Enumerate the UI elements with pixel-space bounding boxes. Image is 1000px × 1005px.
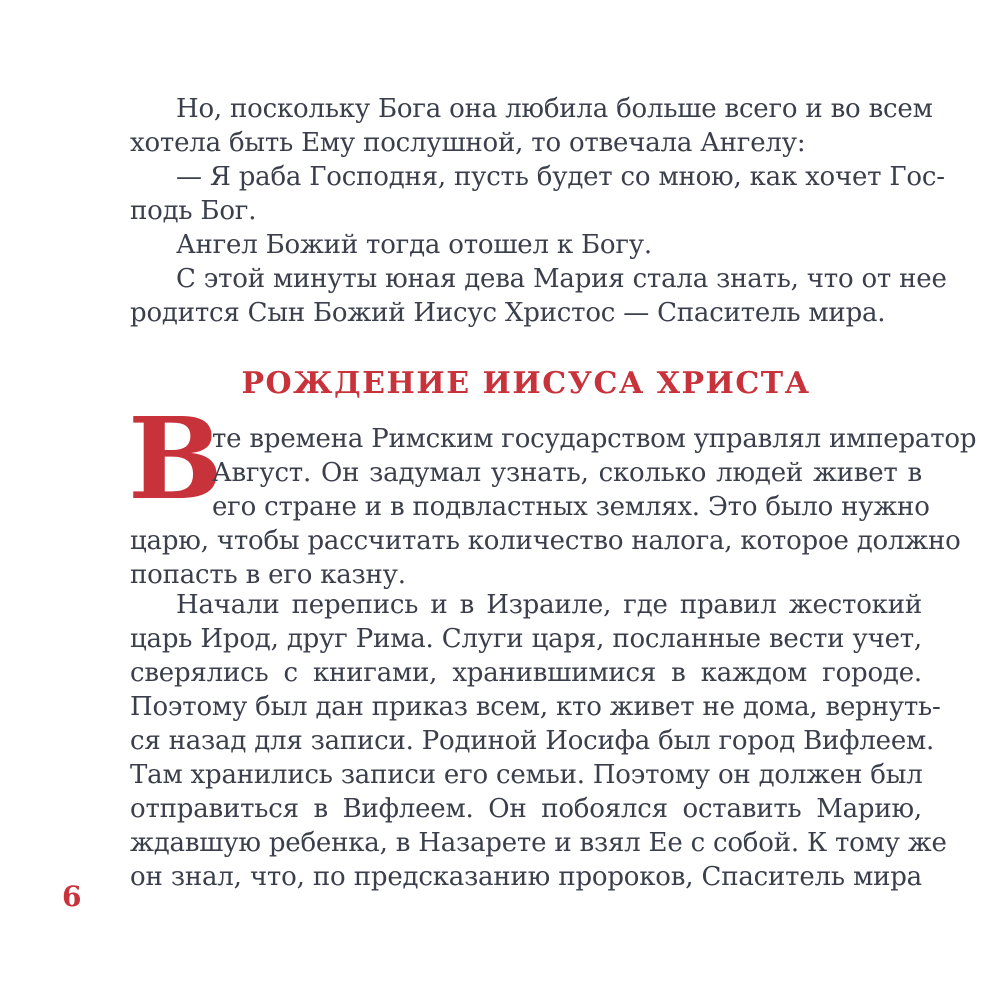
text-line: царь Ирод, друг Рима. Слуги царя, посланные вести учет, [130,624,922,654]
text-line: его стране и в подвластных землях. Это было нужно [212,492,930,522]
text-line: попасть в его казну. [130,560,406,590]
text-line: родится Сын Божий Иисус Христос — Спаситель мира. [130,298,886,328]
text-line: Там хранились записи его семьи. Поэтому он должен был [130,760,923,790]
text-line: хотела быть Ему послушной, то отвечала Ангелу: [130,128,806,158]
text-line: ся назад для записи. Родиной Иосифа был город Вифлеем. [130,726,935,756]
text-line: те времена Римским государством управлял император [212,424,977,454]
text-line: С этой минуты юная дева Мария стала знать, что от нее [176,264,947,294]
text-line: Но, поскольку Бога она любила больше всего и во всем [176,94,933,124]
section-heading: РОЖДЕНИЕ ИИСУСА ХРИСТА [241,366,811,401]
text-line: подь Бог. [130,196,257,226]
text-line: царю, чтобы рассчитать количество налога, которое должно [130,526,961,556]
text-line: Начали перепись и в Израиле, где правил жестокий [176,590,922,620]
text-line: Ангел Божий тогда отошел к Богу. [176,230,652,260]
page-number: 6 [62,880,82,913]
text-line: — Я раба Господня, пусть будет со мною, как хочет Гос- [176,162,945,192]
text-line: Поэтому был дан приказ всем, кто живет не дома, вернуть- [130,692,941,722]
text-line: отправиться в Вифлеем. Он побоялся оставить Марию, [130,794,922,824]
text-line: он знал, что, по предсказанию пророков, Спаситель мира [130,862,922,892]
text-line: сверялись с книгами, хранившимися в каждом городе. [130,658,922,688]
text-line: Август. Он задумал узнать, сколько людей живет в [212,458,922,488]
text-line: ждавшую ребенка, в Назарете и взял Ее с собой. К тому же [130,828,947,858]
drop-cap: В [128,394,223,525]
